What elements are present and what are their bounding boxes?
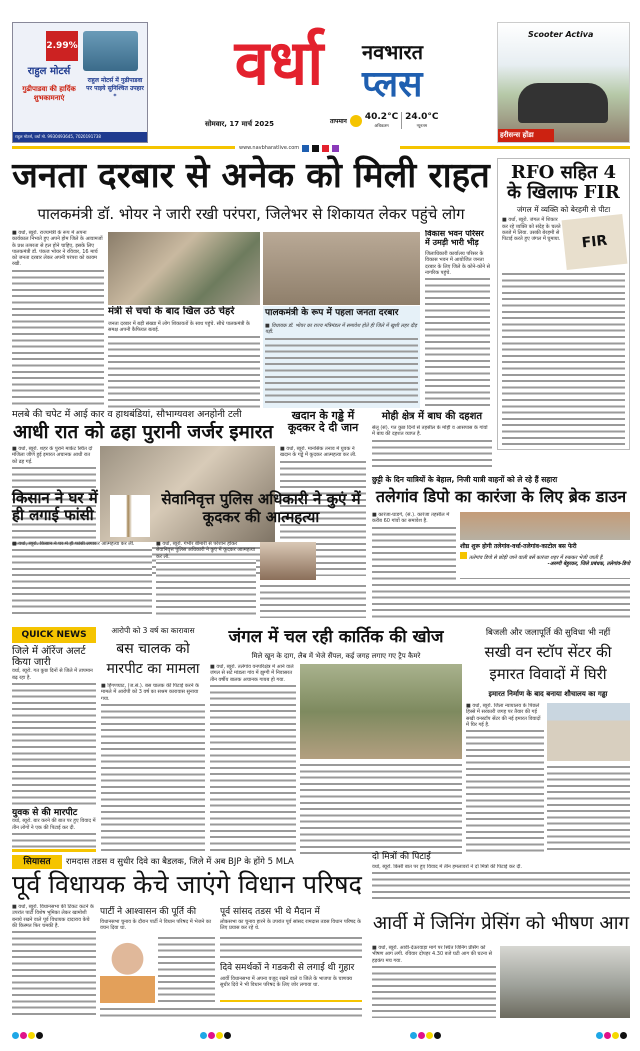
lead-headline: जनता दरबार से अनेक को मिली राहत <box>12 156 490 196</box>
registration-marks <box>200 1024 232 1043</box>
friends-body: वर्धा, ब्यूरो. किसी बात पर हुए विवाद में तीन हमलावरों ने दो मित्रों की पिटाई कर दी. <box>372 864 522 870</box>
quote-text: तलेगांव डिपो से छोड़ी जाने वाली बसें कारंजा शहर में रुककर भेजी जाती हैं. <box>469 555 604 561</box>
rfo-box <box>497 158 630 450</box>
scooter-image <box>518 83 608 123</box>
depot-quote <box>460 552 630 579</box>
facebook-icon[interactable] <box>302 145 309 152</box>
quick-news-headline: युवक से की मारपीट <box>12 808 78 819</box>
ad-brand: राहुल मोटर्स <box>27 66 71 77</box>
temp-max-label: अधिकतम <box>374 123 389 128</box>
police-headline: सेवानिवृत्त पुलिस अधिकारी ने कुएं में कूदकर की आत्महत्या <box>161 490 361 526</box>
registration-marks <box>12 1024 44 1043</box>
farmer-body: ■ वर्धा, ब्यूरो. किसान ने घर में ही फांसी लगाकर आत्महत्या कर ली. <box>12 541 135 547</box>
registration-marks <box>410 1024 442 1043</box>
police-photo <box>260 542 316 580</box>
fire-headline: आर्वी में जिनिंग प्रेसिंग को भीषण आग <box>372 913 630 934</box>
rfo-subhead: जंगल में व्यक्ति को बेरहमी से पीटा <box>516 205 611 215</box>
temp-min: 24.0°C <box>405 112 439 122</box>
ad-dealer: हरीसन्स होंडा <box>498 129 554 142</box>
date: सोमवार, 17 मार्च 2025 <box>205 120 274 128</box>
side-body: जिलाधिकारी कार्यालय परिसर के विकास भवन में आयोजित जनता दरबार के लिए जिले के कोने-कोने से नागरिक पहुंचे. <box>425 250 490 276</box>
registration-marks <box>596 1024 628 1043</box>
forest-photo <box>300 664 462 759</box>
depot-body: ■ कारंजा-घाडगे, (सं.). कारंजा तहसील में करीब 60 गांवों का समावेश है. <box>372 512 450 525</box>
farmer-headline: किसान ने घर में ही लगाई फांसी <box>12 489 98 524</box>
logo-top: नवभारत <box>362 40 424 64</box>
temp-max: 40.2°C <box>364 112 399 122</box>
politics-body: ■ वर्धा, ब्यूरो. विधानसभा की टिकट कटने के उपरांत पार्टी विशेष भूमिका लेकर खामोशी बनाये रखने वाले पूर्व विधायक दादाराव केचे की किस्मत फिर चमकी है. <box>12 904 94 929</box>
politics-headline: पूर्व विधायक केचे जाएंगे विधान परिषद <box>12 870 362 899</box>
logo-bottom: प्लस <box>362 64 423 105</box>
quick-news-body: वर्धा, ब्यूरो. गत कुछ दिनों से जिले में तापमान बढ़ रहा है. <box>12 668 93 681</box>
depot-headline: तलेगांव डिपो का कारंजा के लिए ब्रेक डाउन <box>375 487 627 506</box>
caption-first-darbar-body: ■ विधायक डॉ. भोयर का राज्य मंत्रिमंडल में समावेश होते ही जिले में खुशी लहर दौड़ पड़ी. <box>265 323 417 336</box>
politics-sub2: पूर्व सांसद तडस भी थे मैदान में <box>220 907 320 917</box>
friends-headline: दो मित्रों की पिटाई <box>372 852 431 862</box>
fir-image: FIR <box>562 214 628 270</box>
rfo-headline: RFO सहित 4 के खिलाफ FIR <box>507 162 620 204</box>
bus-headline: बस चालक को मारपीट का मामला <box>106 641 200 677</box>
politics-sub2-body: लोकसभा का चुनाव हारने के उपरांत पूर्व सांसद रामदास तडस विधान परिषद के लिए प्रयास कर रहे थे. <box>220 919 362 932</box>
rope-image <box>110 495 150 537</box>
ad-product: Scooter Activa <box>528 30 594 39</box>
sakhi-headline: सखी वन स्टॉप सेंटर की इमारत विवादों में घिरी <box>484 643 612 683</box>
forest-body: ■ वर्धा, ब्यूरो. तलेगांव वनपरिक्षेत्र में आने वाले जंगल से सटे मांडला गांव में झुग्गी में निवासरत तीन वर्षीय बालक अचानक गायब हो गया. <box>210 664 294 683</box>
caption-minister: मंत्री से चर्चा के बाद खिल उठे चेहरे <box>108 306 235 317</box>
side-title-crowd: विकास भवन परिसर में उमड़ी भारी भीड़ <box>425 230 484 247</box>
x-icon[interactable] <box>312 145 319 152</box>
tiger-body: सेलू (सं). गत कुछ दिनों से तहसील के मोही व आसपास के गांवों में बाघ की दहशत व्याप्त है. <box>372 425 488 438</box>
forest-subhead: मिले खून के दाग, लैब में भेजे सैंपल, कई जगह लगाए गए ट्रैप कैमरे <box>251 652 421 660</box>
fire-photo <box>500 946 630 1018</box>
lead-subhead: पालकमंत्री डॉ. भोयर ने जारी रखी परंपरा, जिलेभर से शिकायत लेकर पहुंचे लोग <box>37 205 465 223</box>
quick-news-box <box>12 627 96 852</box>
ad-offer: राहुल मोटर्स में गुढीपाडवा पर पाइये सुनिश्चित उपहार * <box>86 77 144 100</box>
depot-photo <box>460 512 630 540</box>
sakhi-photo <box>547 703 630 761</box>
forest-headline: जंगल में चल रही कार्तिक की खोज <box>228 627 444 647</box>
quick-news-headline: जिले में ऑरेंज अलर्ट किया जारी <box>12 646 86 669</box>
politics-sub1-body: विधानसभा चुनाव के दौरान पार्टी ने विधान परिषद में भेजने का वचन दिया था. <box>100 919 212 932</box>
quarry-headline: खदान के गड्ढे में कूदकर दे दी जान <box>287 409 359 434</box>
ad-rate-badge: 2.99% <box>46 31 78 61</box>
ad-right[interactable] <box>497 22 630 143</box>
temp-min-label: न्यूनतम <box>416 123 428 128</box>
ad-greeting: गुढीपाडवा की हार्दिक शुभकामनाएं <box>22 85 76 102</box>
depot-kicker: छुट्टी के दिन यात्रियों के बेहाल, निजी यात्री वाहनों को ले रहे हैं सहारा <box>372 475 558 484</box>
caption-first-darbar: पालकमंत्री के रूप में पहला जनता दरबार <box>265 308 399 318</box>
collapse-body: ■ वर्धा, ब्यूरो. शहर के पुराने मार्केट स्थित दो मंजिला जीर्ण हुई इमारत अचानक आधी रात को ढह गई. <box>12 446 93 465</box>
politics-kicker: रामदास तडस व सुधीर दिवे का बैडलक, जिले में अब BJP के होंगे 5 MLA <box>66 857 294 867</box>
collapse-kicker: मलबे की चपेट में आई कार व हाथबंडियां, सौभाग्यवश अनहोनी टली <box>12 409 242 420</box>
logo-main: वर्धा <box>234 26 324 99</box>
caption-minister-body: जनता दरबार में बड़ी संख्या में लोग शिकायतों के साथ पहुंचे. सीधे पालकमंत्री के समक्ष अपनी कैफियत बताई. <box>108 321 250 334</box>
collapse-headline: आधी रात को ढहा पुरानी जर्जर इमारत <box>12 422 274 443</box>
sakhi-kicker: बिजली और जलापूर्ति की सुविधा भी नहीं <box>485 628 611 638</box>
sakhi-body: ■ वर्धा, ब्यूरो. जिला न्यायालय के पिछले हिस्से में सरकारी जगह पर तैयार की गई सखी वनस्टॉप सेंटर की नई इमारत विवादों में घिर गई है. <box>466 703 541 728</box>
fire-body: ■ वर्धा, ब्यूरो. आर्वी-देऊरवाड़ा मार्ग पर स्थित जिनिंग प्रेसिंग को भीषण आग लगी. रविवार दोपहर 4.30 बजे घटी आग की घटना से हड़कंप मच गया. <box>372 945 492 964</box>
politics-sub1: पार्टी ने आश्वासन की पूर्ति की <box>100 907 197 917</box>
quote-icon <box>460 552 467 559</box>
lead-photo-minister <box>108 232 260 305</box>
lead-photo-crowd <box>263 232 420 305</box>
quarry-body: ■ वर्धा, ब्यूरो. मानसिक तनाव में युवक ने खदान के गड्ढे में कूदकर आत्महत्या कर ली. <box>280 446 357 459</box>
lead-body: ■ वर्धा, ब्यूरो. राज्यमंत्री के रूप में अपना कार्यकाल निभाते हुए अपने होम जिले के आवामजों के प्रश्न तत्परता से हल होने चाहिए, इसके लिए पालकमंत्री डॉ. पंकज भोयर ने रविवार, 16 मार्च को जनता दरबार लेकर अपनी परंपरा को कायम रखी. <box>12 230 103 268</box>
quote-by: -अरुणी बेहुरकर, जिले प्रबंधक, तलेगांव-डिपो <box>547 561 630 568</box>
politics-sub3-body: आर्वी विधानसभा में अपना वजूद रखने वाले व जिले के भाजपा के चाणक्य सुधीर दिवे ने भी विधान परिषद के लिए जोर लगाया था. <box>220 976 362 1002</box>
sakhi-subhead: इमारत निर्माण के बाद बनाया शौचालय का गड्ढा <box>488 690 608 698</box>
ad-left[interactable] <box>12 22 148 143</box>
bus-kicker: आरोपी को 3 वर्ष का कारावास <box>111 626 195 635</box>
truck-image <box>83 31 138 71</box>
tiger-headline: मोही क्षेत्र में बाघ की दहशत <box>381 411 483 422</box>
politics-sub3: दिवे समर्थकों ने गडकरी से लगाई थी गुहार <box>220 963 355 973</box>
website-link[interactable]: www.navbharatlive.com <box>239 145 300 151</box>
quick-news-body: वर्धा, ब्यूरो. बार करने की बात पर हुए विवाद में तीन लोगों ने एक की पिटाई कर दी. <box>12 818 96 831</box>
instagram-icon[interactable] <box>332 145 339 152</box>
police-body: ■ वर्धा, ब्यूरो. गंभीर बीमारी से परेशान होकर सेवानिवृत्त पुलिस अधिकारी ने कुएं में कूदकर आत्महत्या कर ली. <box>156 541 256 560</box>
politics-tag: सियासत <box>12 855 62 869</box>
youtube-icon[interactable] <box>322 145 329 152</box>
quick-news-label: QUICK NEWS <box>12 627 96 643</box>
temperature <box>330 112 438 129</box>
rfo-body: ■ वर्धा, ब्यूरो. जंगल में शिकार कर रहे व्यक्ति को संदेह के चलते कब्जे में लिया. उसकी बेरहमी से पिटाई करते हुए जंगल में घुमाया. <box>502 217 561 243</box>
ad-footer: राहुल मोटर्स, वर्धा मो. 9930493645, 7020191738 <box>13 132 147 142</box>
bus-body: ■ हिंगणघाट, (ज.सं.). बस चालक की पिटाई करने के मामले में आरोपी को 3 वर्ष का सश्रम कारावास सुनाया गया. <box>101 683 199 702</box>
temp-label: तापमान <box>330 117 347 125</box>
keche-photo <box>100 935 155 1003</box>
thermometer-icon <box>350 115 362 127</box>
depot-caption: शीघ्र शुरू होगी तलेगांव-वर्धा-तलेगांव-काटोल बस फेरी <box>460 543 577 550</box>
